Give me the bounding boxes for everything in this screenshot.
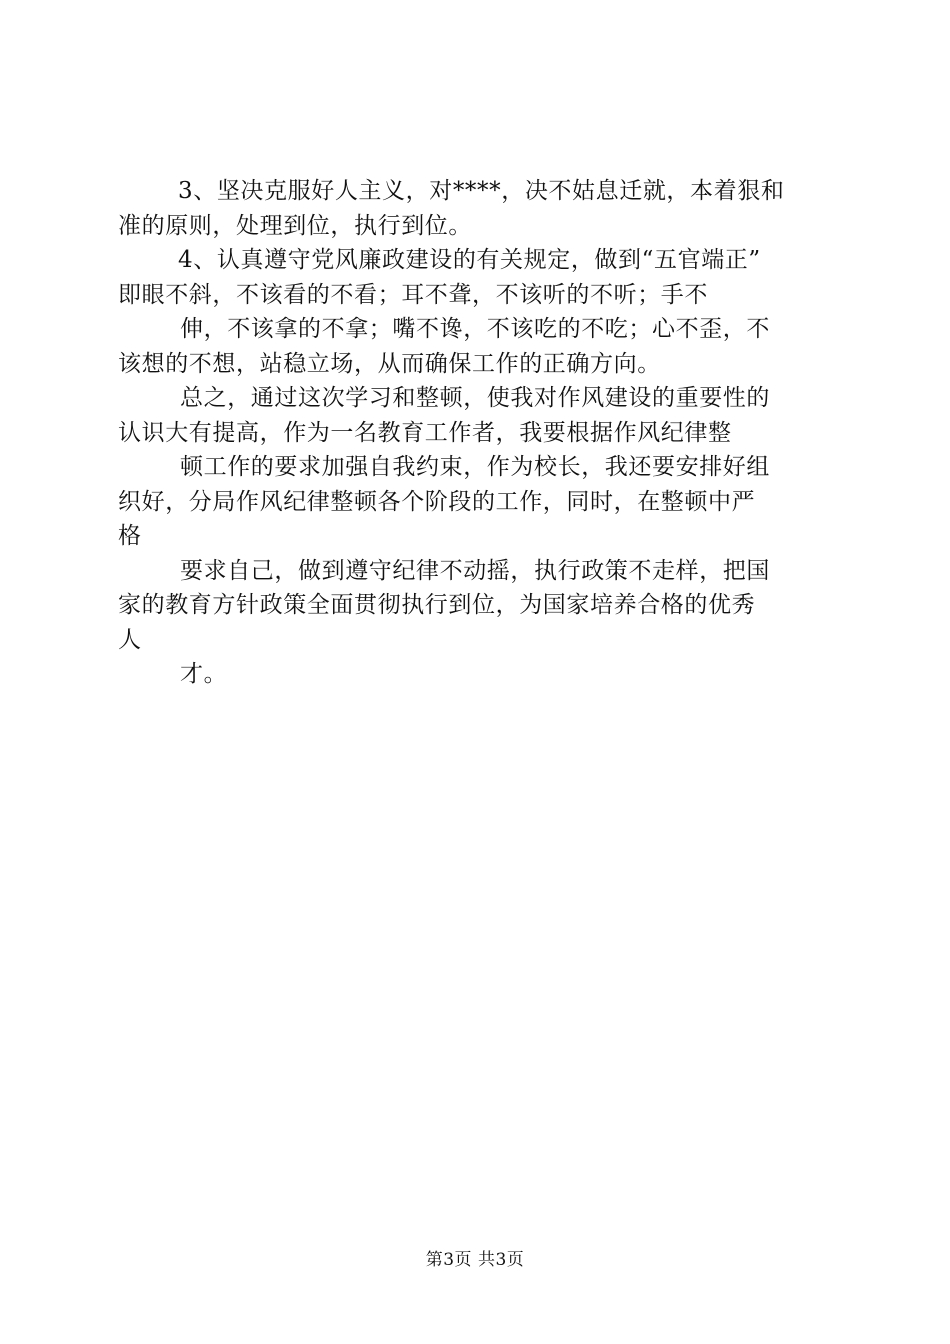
text-line: 该想的不想，站稳立场，从而确保工作的正确方向。 bbox=[118, 350, 661, 377]
text-line: 认识大有提高，作为一名教育工作者，我要根据作风纪律整 bbox=[118, 419, 732, 446]
text-line: 伸，不该拿的不拿；嘴不谗，不该吃的不吃；心不歪，不 bbox=[180, 316, 770, 342]
text-line: 格 bbox=[118, 523, 142, 549]
text-line: 即眼不斜，不该看的不看；耳不聋，不该听的不听；手不 bbox=[118, 281, 708, 308]
text-line: 顿工作的要求加强自我约束，作为校长，我还要安排好组 bbox=[180, 454, 770, 480]
text-line: 人 bbox=[118, 626, 142, 653]
text-line: 3、坚决克服好人主义，对****，决不姑息迁就，本着狠和 bbox=[178, 178, 785, 204]
text-line: 织好，分局作风纪律整顿各个阶段的工作，同时，在整顿中严 bbox=[118, 488, 756, 515]
text-line: 家的教育方针政策全面贯彻执行到位，为国家培养合格的优秀 bbox=[118, 592, 756, 618]
text-line: 总之，通过这次学习和整顿，使我对作风建设的重要性的 bbox=[180, 385, 770, 411]
text-line: 才。 bbox=[180, 661, 228, 687]
page-number-footer: 第3页 共3页 bbox=[425, 1250, 525, 1270]
text-line: 准的原则，处理到位，执行到位。 bbox=[118, 212, 472, 239]
text-line: 4、认真遵守党风廉政建设的有关规定，做到“五官端正” bbox=[178, 247, 761, 273]
document-body bbox=[118, 174, 833, 692]
text-line: 要求自己，做到遵守纪律不动摇，执行政策不走样，把国 bbox=[180, 557, 770, 584]
